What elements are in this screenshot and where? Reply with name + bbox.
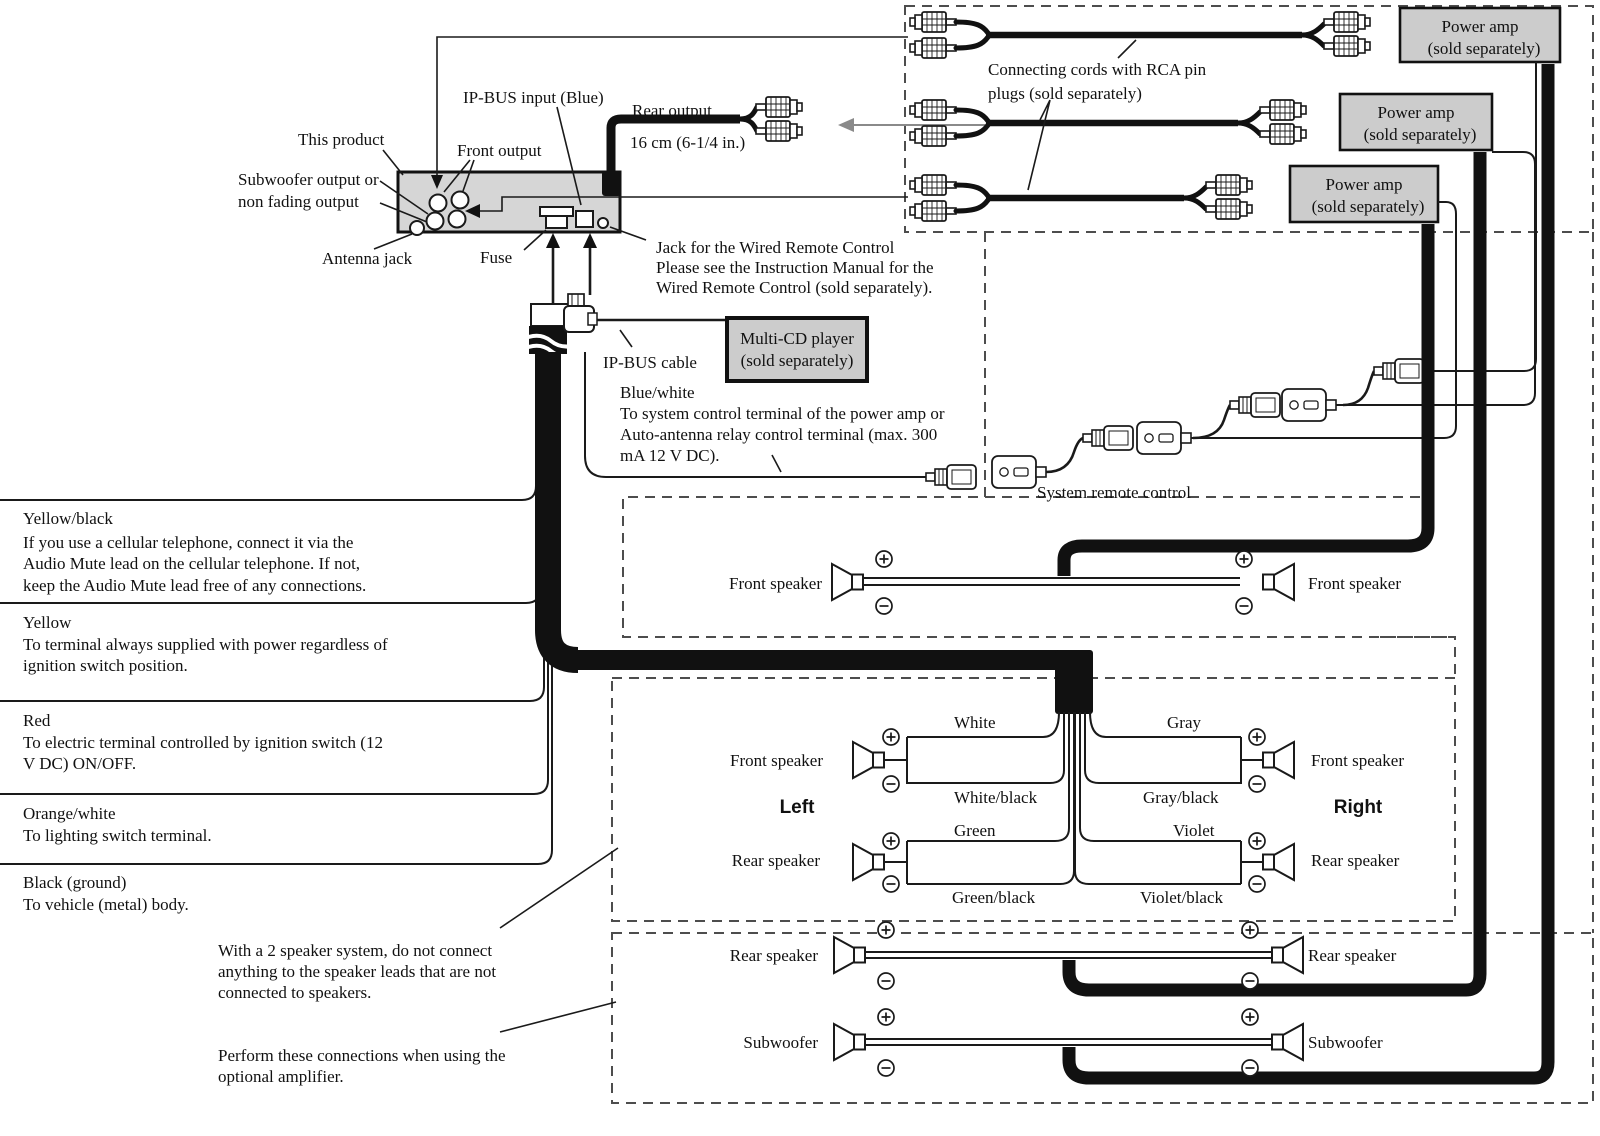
spade-terminal-icon <box>1374 359 1424 383</box>
rca-plug-icon <box>1206 199 1252 219</box>
label-front-speaker-right: Front speaker <box>1308 574 1402 593</box>
rca-plug-icon <box>910 126 956 146</box>
multi-cd-player-box <box>727 318 867 381</box>
cords-leader <box>1028 100 1050 190</box>
label-wire-gray: Gray <box>1167 713 1201 732</box>
gray-black-wire <box>1085 712 1241 783</box>
callout-orange-white-title: Orange/white <box>23 804 116 823</box>
callout-red-2: V DC) ON/OFF. <box>23 754 137 773</box>
label-wire-violet: Violet <box>1173 821 1215 840</box>
front-output-jack-right <box>452 192 469 209</box>
label-blue-white-3: mA 12 V DC). <box>620 446 720 465</box>
label-rear-speaker-left: Rear speaker <box>729 946 818 965</box>
plus-terminal-icon <box>1236 551 1252 567</box>
plus-terminal-icon <box>878 1009 894 1025</box>
callout-yellow-2: ignition switch position. <box>23 656 188 675</box>
label-system-remote: System remote control <box>1037 483 1191 502</box>
rca-plug-icon <box>910 100 956 120</box>
minus-terminal-icon <box>878 1060 894 1076</box>
rca-plug-icon <box>756 97 802 117</box>
callout-yellow-1: To terminal always supplied with power regardless of <box>23 635 388 654</box>
label-power-amp-1a: Power amp <box>1441 17 1519 36</box>
rca-plug-icon <box>910 12 956 32</box>
rca-plug-icon <box>1324 12 1370 32</box>
callout-orange-white-1: To lighting switch terminal. <box>23 826 212 845</box>
leader-lines <box>374 107 646 1032</box>
plus-terminal-icon <box>1242 922 1258 938</box>
label-wire-green-black: Green/black <box>952 888 1036 907</box>
label-subwoofer-left: Subwoofer <box>743 1033 818 1052</box>
ip-bus-cable-leader <box>620 330 632 347</box>
spade-terminal-icon <box>926 465 976 489</box>
minus-terminal-icon <box>1242 1060 1258 1076</box>
label-wire-white: White <box>954 713 996 732</box>
plus-terminal-icon <box>876 551 892 567</box>
label-subwoofer-right: Subwoofer <box>1308 1033 1383 1052</box>
label-front-output: Front output <box>457 141 542 160</box>
ip-bus-input-port <box>576 211 593 227</box>
label-rca-cords-2: plugs (sold separately) <box>988 84 1142 103</box>
minus-terminal-icon <box>1236 598 1252 614</box>
rca-plug-icon <box>1260 100 1306 120</box>
label-power-amp-2b: (sold separately) <box>1363 125 1477 144</box>
plus-terminal-icon <box>878 922 894 938</box>
label-subwoofer-output-2: non fading output <box>238 192 359 211</box>
note-optional-amp-1: Perform these connections when using the <box>218 1046 506 1065</box>
front-speaker-dashed-box <box>623 497 1455 637</box>
label-multi-cd-2: (sold separately) <box>740 351 854 370</box>
label-rear-output: Rear output <box>632 101 712 120</box>
label-wire-white-black: White/black <box>954 788 1038 807</box>
callout-yellow-title: Yellow <box>23 613 72 632</box>
callout-yellow-black-1: If you use a cellular telephone, connect it via the <box>23 533 354 552</box>
label-power-amp-3a: Power amp <box>1325 175 1403 194</box>
speaker-icon <box>834 1024 865 1060</box>
front-output-jack-left <box>430 195 447 212</box>
orange-white-wire <box>0 354 548 794</box>
label-rca-cords-1: Connecting cords with RCA pin <box>988 60 1207 79</box>
minus-terminal-icon <box>1242 973 1258 989</box>
speaker-icon <box>834 937 865 973</box>
label-front-speaker-left-2: Front speaker <box>729 751 823 770</box>
optional-amp-note-leader <box>500 1002 616 1032</box>
label-blue-white: Blue/white <box>620 383 695 402</box>
minus-terminal-icon <box>878 973 894 989</box>
speaker-icon <box>1263 564 1294 600</box>
plus-terminal-icon <box>883 833 899 849</box>
label-wired-remote-3: Wired Remote Control (sold separately). <box>656 278 933 297</box>
label-wire-violet-black: Violet/black <box>1140 888 1224 907</box>
plus-terminal-icon <box>883 729 899 745</box>
subwoofer-wires <box>866 1039 1272 1045</box>
speaker-icon <box>832 564 863 600</box>
note-two-speaker-3: connected to speakers. <box>218 983 372 1002</box>
rca-plug-icon <box>1260 124 1306 144</box>
minus-terminal-icon <box>1249 776 1265 792</box>
dashed-corner <box>1380 637 1455 678</box>
label-right-channel: Right <box>1333 797 1383 818</box>
label-rear-speaker-right: Rear speaker <box>1308 946 1397 965</box>
note-two-speaker-2: anything to the speaker leads that are not <box>218 962 497 981</box>
cords-leader <box>1118 40 1136 58</box>
callout-yellow-black-2: Audio Mute lead on the cellular telephone. If not, <box>23 554 361 573</box>
black-ground-wire <box>0 356 552 864</box>
optional-amp-dashed-zones <box>612 6 1593 1103</box>
label-rear-speaker-right-2: Rear speaker <box>1311 851 1400 870</box>
spade-terminal-icon <box>1083 426 1133 450</box>
rca-plug-icon <box>1206 175 1252 195</box>
spade-holder-icon <box>1137 422 1191 454</box>
label-wire-green: Green <box>954 821 996 840</box>
antenna-jack-port <box>410 221 424 235</box>
speaker-icon <box>853 844 884 880</box>
rca-plug-icon <box>756 121 802 141</box>
callout-black-ground-1: To vehicle (metal) body. <box>23 895 189 914</box>
up-arrow-icon <box>546 233 560 248</box>
spade-holder-icon <box>1282 389 1336 421</box>
label-subwoofer-output-1: Subwoofer output or <box>238 170 379 189</box>
speaker-icon <box>1263 844 1294 880</box>
harness-bundle <box>1055 650 1093 714</box>
gray-wire <box>1090 712 1241 737</box>
rca-plug-icon <box>910 38 956 58</box>
plus-terminal-icon <box>1249 729 1265 745</box>
speaker-icon <box>1263 742 1294 778</box>
speaker-icon <box>853 742 884 778</box>
label-multi-cd-1: Multi-CD player <box>740 329 854 348</box>
label-power-amp-3b: (sold separately) <box>1311 197 1425 216</box>
rear-output-split <box>740 107 757 131</box>
four-speaker-section <box>853 712 1294 892</box>
head-unit <box>398 171 621 235</box>
note-two-speaker-1: With a 2 speaker system, do not connect <box>218 941 493 960</box>
label-antenna-jack: Antenna jack <box>322 249 413 268</box>
yellow-black-wire <box>0 352 536 500</box>
callout-red-title: Red <box>23 711 51 730</box>
up-arrow-icon <box>583 233 597 248</box>
label-fuse: Fuse <box>480 248 513 267</box>
violet-wire <box>1080 712 1241 841</box>
label-power-amp-2a: Power amp <box>1377 103 1455 122</box>
minus-terminal-icon <box>883 776 899 792</box>
rca-plug-icon <box>1324 36 1370 56</box>
label-power-amp-1b: (sold separately) <box>1427 39 1541 58</box>
label-blue-white-1: To system control terminal of the power amp or <box>620 404 945 423</box>
label-rear-speaker-left-2: Rear speaker <box>731 851 820 870</box>
subwoofer-output-jack-left <box>427 213 444 230</box>
wired-remote-jack-port <box>598 218 608 228</box>
rca-plug-icon <box>910 175 956 195</box>
plus-terminal-icon <box>1242 1009 1258 1025</box>
callout-yellow-black-3: keep the Audio Mute lead free of any connections. <box>23 576 367 595</box>
label-front-speaker-right-2: Front speaker <box>1311 751 1405 770</box>
blue-white-leader <box>772 455 781 472</box>
label-wired-remote-2: Please see the Instruction Manual for the <box>656 258 934 277</box>
two-speaker-note-leader <box>500 848 618 928</box>
label-ip-bus-cable: IP-BUS cable <box>603 353 697 372</box>
speaker-icon <box>1272 937 1303 973</box>
label-this-product: This product <box>298 130 385 149</box>
minus-terminal-icon <box>876 598 892 614</box>
label-wired-remote-1: Jack for the Wired Remote Control <box>656 238 895 257</box>
label-ip-bus-input: IP-BUS input (Blue) <box>463 88 604 107</box>
gray-left-arrow-icon <box>838 118 854 132</box>
front-speaker-wires <box>864 578 1240 585</box>
label-left-channel: Left <box>779 797 815 818</box>
minus-terminal-icon <box>883 876 899 892</box>
callout-red-1: To electric terminal controlled by ignition switch (12 <box>23 733 383 752</box>
label-wire-gray-black: Gray/black <box>1143 788 1219 807</box>
subwoofer-output-jack-right <box>449 211 466 228</box>
note-optional-amp-2: optional amplifier. <box>218 1067 344 1086</box>
spade-terminal-icon <box>1230 393 1280 417</box>
rca-plug-icon <box>910 201 956 221</box>
minus-terminal-icon <box>1249 876 1265 892</box>
label-rear-output-length: 16 cm (6-1/4 in.) <box>630 133 746 152</box>
callout-yellow-black-title: Yellow/black <box>23 509 113 528</box>
rear-speaker-wires <box>866 952 1272 958</box>
label-front-speaker-left: Front speaker <box>728 574 822 593</box>
plus-terminal-icon <box>1249 833 1265 849</box>
speaker-icon <box>1272 1024 1303 1060</box>
callout-black-ground-title: Black (ground) <box>23 873 127 892</box>
label-blue-white-2: Auto-antenna relay control terminal (max. 300 <box>620 425 938 444</box>
harness-main-cable <box>548 352 578 660</box>
